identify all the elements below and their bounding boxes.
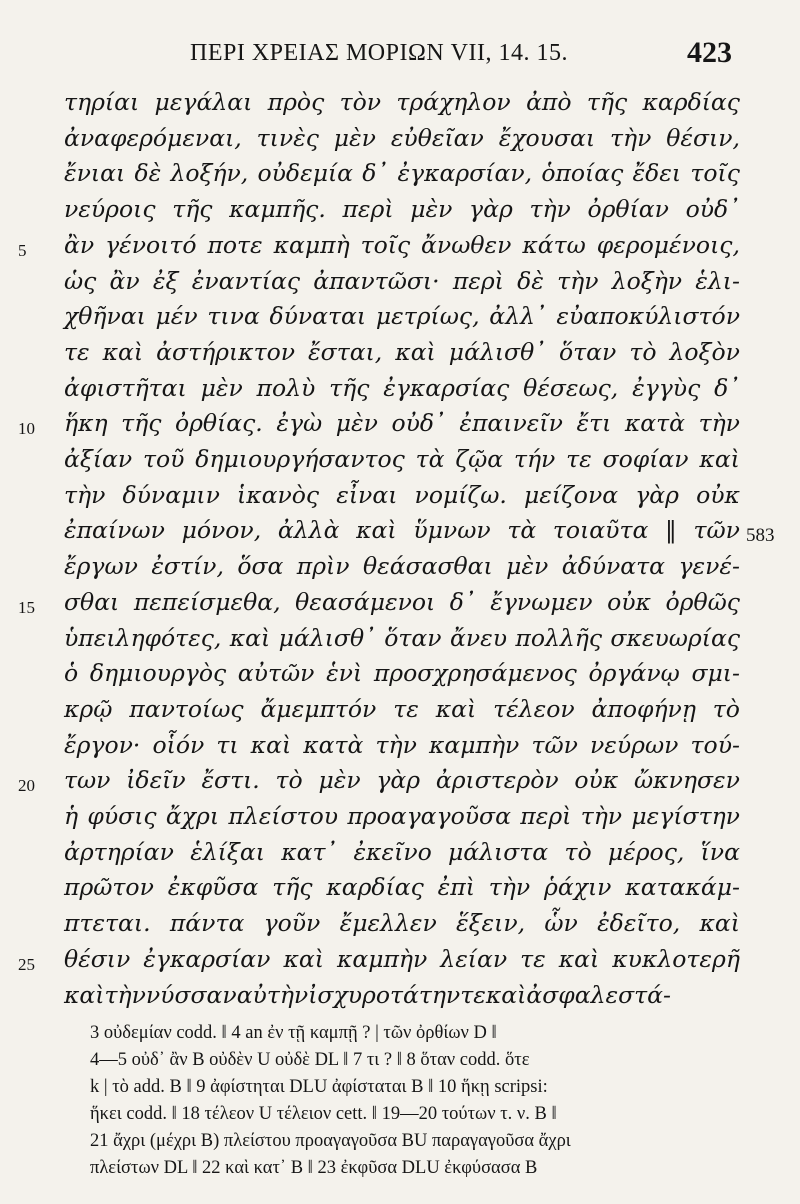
apparatus-line: 4—5 οὐδ᾽ ἂν B οὐδὲν U οὐδὲ DL ‖ 7 τι ? ‖ 8 ὅταν codd. ὅτε [90, 1050, 530, 1070]
text-line: τηρίαι μεγάλαι πρὸς τὸν τράχηλον ἀπὸ τῆς καρδίας [64, 88, 740, 116]
text-line: των ἰδεῖν ἔστι. τὸ μὲν γὰρ ἀριστερὸν οὐκ ὤκνησεν [64, 766, 740, 795]
text-line: ἥκη τῆς ὀρθίας. ἐγὼ μὲν οὐδ᾽ ἐπαινεῖν ἔτι κατὰ τὴν [64, 409, 740, 438]
apparatus-line: 21 ἄχρι (μέχρι B) πλείστου προαγαγοῦσα BU παραγαγοῦσα ἄχρι [90, 1131, 571, 1151]
text-line: ἀναφερόμεναι, τινὲς μὲν εὐθεῖαν ἔχουσαι τὴν θέσιν, [64, 123, 740, 152]
text-line: σθαι πεπείσμεθα, θεασάμενοι δ᾽ ἔγνωμεν οὐκ ὀρθῶς [64, 587, 740, 616]
text-line: ὁ δημιουργὸς αὐτῶν ἑνὶ προσχρησάμενος ὀργάνῳ σμι- [64, 659, 740, 688]
text-line: ὑπειληφότες, καὶ μάλισθ᾽ ὅταν ἄνευ πολλῆς σκευωρίας [64, 623, 740, 652]
apparatus-line: 3 οὐδεμίαν codd. ‖ 4 an ἐν τῇ καμπῇ ? | τῶν ὀρθίων D ‖ [90, 1023, 497, 1043]
line-number: 5 [18, 240, 27, 260]
line-number: 20 [18, 776, 35, 796]
text-line: ὡς ἂν ἐξ ἐναντίας ἀπαντῶσι· περὶ δὲ τὴν λοξὴν ἑλι- [64, 266, 740, 295]
line-number: 15 [18, 597, 35, 617]
text-line: ἀφιστῆται μὲν πολὺ τῆς ἐγκαρσίας θέσεως, ἐγγὺς δ᾽ [64, 373, 740, 402]
text-line: ἔνιαι δὲ λοξήν, οὐδεμία δ᾽ ἐγκαρσίαν, ὁποίας ἔδει τοῖς [64, 159, 740, 188]
text-line: ἡ φύσις ἄχρι πλείστου προαγαγοῦσα περὶ τὴν μεγίστην [64, 802, 740, 830]
text-line: νεύροις τῆς καμπῆς. περὶ μὲν γὰρ τὴν ὀρθίαν οὐδ᾽ [64, 195, 740, 224]
running-title: ΠΕΡΙ ΧΡΕΙΑΣ ΜΟΡΙΩΝ VII, 14. 15. [190, 40, 568, 66]
apparatus-line: ἥκει codd. ‖ 18 τέλεον U τέλειον cett. ‖ 19—20 τούτων τ. ν. B ‖ [90, 1104, 557, 1124]
running-header [190, 36, 740, 72]
text-line: τὴν δύναμιν ἱκανὸς εἶναι νομίζω. μείζονα γὰρ οὐκ [64, 480, 740, 509]
apparatus-line: k | τὸ add. B ‖ 9 ἀφίστηται DLU ἀφίσταται B ‖ 10 ἥκῃ scripsi: [90, 1077, 548, 1097]
text-line: καὶ τὴν νύσσαν αὐτὴν ἰσχυροτάτην τε καὶ ἀσφαλεστά- [64, 980, 671, 1009]
page-number: 423 [687, 36, 732, 69]
text-line: ἔργον· οἷόν τι καὶ κατὰ τὴν καμπὴν τῶν νεύρων τού- [64, 730, 740, 759]
text-line: τε καὶ ἀστήρικτον ἔσται, καὶ μάλισθ᾽ ὅταν τὸ λοξὸν [64, 337, 740, 366]
text-line: ἔργων ἐστίν, ὅσα πρὶν θεάσασθαι μὲν ἀδύνατα γενέ- [64, 552, 740, 581]
text-line: ἀρτηρίαν ἑλίξαι κατ᾽ ἐκεῖνο μάλιστα τὸ μέρος, ἵνα [64, 837, 740, 866]
margin-page-reference: 583 [746, 525, 775, 547]
line-number: 10 [18, 419, 35, 439]
text-line: πρῶτον ἐκφῦσα τῆς καρδίας ἐπὶ τὴν ῥάχιν κατακάμ- [64, 873, 740, 902]
text-line: κρῷ παντοίως ἄμεμπτόν τε καὶ τέλεον ἀποφήνῃ τὸ [64, 694, 740, 723]
text-line: ἀξίαν τοῦ δημιουργήσαντος τὰ ζῷα τήν τε σοφίαν καὶ [64, 445, 740, 473]
text-line: θέσιν ἐγκαρσίαν καὶ καμπὴν λείαν τε καὶ κυκλοτερῆ [64, 944, 740, 973]
text-line: ἐπαίνων μόνον, ἀλλὰ καὶ ὕμνων τὰ τοιαῦτα ‖ τῶν [64, 516, 740, 545]
line-number: 25 [18, 954, 35, 974]
text-line: χθῆναι μέν τινα δύναται μετρίως, ἀλλ᾽ εὐαποκύλιστόν [64, 302, 740, 331]
critical-apparatus [90, 1020, 740, 1182]
text-line: πτεται. πάντα γοῦν ἔμελλεν ἕξειν, ὧν ἐδεῖτο, καὶ [64, 909, 740, 938]
apparatus-line: πλείστων DL ‖ 22 καὶ κατ᾽ B ‖ 23 ἐκφῦσα DLU ἐκφύσασα B [90, 1158, 538, 1178]
text-line: ἂν γένοιτό ποτε καμπὴ τοῖς ἄνωθεν κάτω φερομένοις, [64, 230, 740, 259]
